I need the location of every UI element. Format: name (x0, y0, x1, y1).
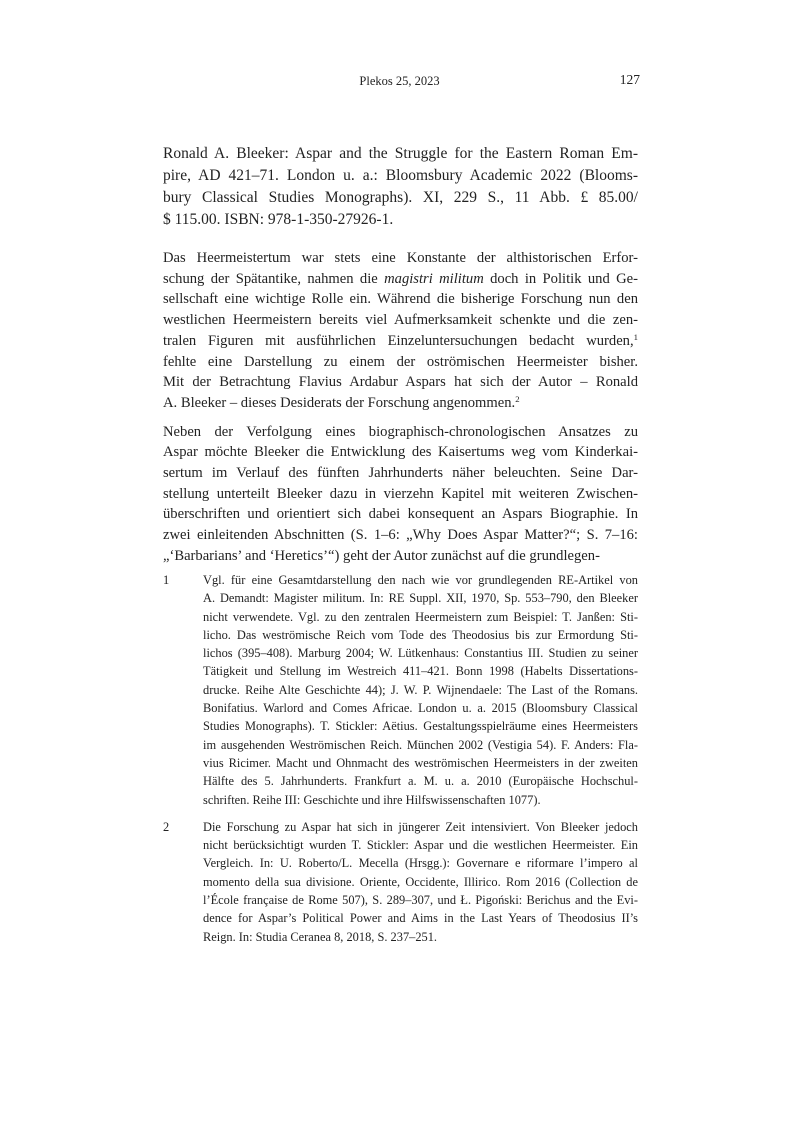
paragraph (163, 248, 638, 414)
text-segment: dence for Aspar’s Political Power and Aims in the Last Years of Theodosius II’s (203, 911, 638, 926)
text-segment: zwei einleitenden Abschnitten (S. 1–6: „Why Does Aspar Matter?“; S. 7–16: (163, 527, 638, 544)
text-segment: tralen Figuren mit ausführlichen Einzeluntersuchungen bedacht wurden, (163, 332, 634, 349)
text-segment: schung der Spätantike, nahmen die (163, 270, 385, 287)
text-segment: im ausgehenden Weströmischen Reich. München 2002 (Vestigia 54). F. Anders: Fla- (203, 737, 638, 752)
text-line (163, 504, 638, 525)
italic-term: magistri militum (384, 270, 484, 287)
text-segment: $ 115.00. ISBN: 978-1-350-27926-1. (163, 211, 394, 228)
text-line (163, 165, 638, 187)
text-segment: Tätigkeit und Stellung im Westreich 411–421. Bonn 1998 (Habelts Dissertations- (203, 664, 638, 679)
review-title (163, 143, 638, 231)
text-line (203, 772, 638, 790)
text-segment: schriften. Reihe III: Geschichte und ihre Hilfswissenschaften 1077). (203, 792, 541, 807)
text-line (163, 187, 638, 209)
footnote (163, 818, 638, 946)
text-line (203, 818, 638, 836)
text-line (203, 928, 638, 946)
text-line (203, 608, 638, 626)
text-line (163, 442, 638, 463)
text-line (163, 310, 638, 331)
text-line (163, 352, 638, 373)
text-segment: Hälfte des 5. Jahrhunderts. Frankfurt a. M. u. a. 2010 (Europäische Hochschul- (203, 774, 638, 789)
text-line (203, 681, 638, 699)
text-line (163, 393, 638, 414)
text-line (203, 571, 638, 589)
footnote-reference[interactable]: 2 (515, 394, 520, 405)
footnotes (163, 571, 638, 946)
text-segment: Vergleich. In: U. Roberto/L. Mecella (Hrsgg.): Governare e riformare l’impero al (203, 856, 638, 871)
text-segment: licho. Das weströmische Reich vom Tode des Theodosius bis zur Ermordung Sti- (203, 627, 638, 642)
text-line (163, 331, 638, 352)
text-segment: A. Bleeker – dieses Desiderats der Forschung angenommen. (163, 394, 516, 411)
text-line (203, 699, 638, 717)
text-line (203, 736, 638, 754)
text-segment: Bonifatius. Warlord and Comes Africae. London u. a. 2015 (Bloomsbury Classical (203, 701, 638, 716)
text-segment: sertum im Verlauf des fünften Jahrhunderts näher beleuchten. Seine Dar- (163, 465, 638, 482)
text-line (203, 662, 638, 680)
text-line (163, 248, 638, 269)
text-segment: Die Forschung zu Aspar hat sich in jüngerer Zeit intensiviert. Von Bleeker jedoch (203, 819, 638, 834)
text-line (203, 791, 638, 809)
text-line (163, 143, 638, 165)
text-line (163, 372, 638, 393)
text-line (163, 546, 638, 567)
text-line (203, 644, 638, 662)
text-line (203, 854, 638, 872)
text-segment: l’École française de Rome 507), S. 289–307, und Ł. Pigoński: Berichus and the Evi- (203, 893, 638, 908)
text-line (203, 873, 638, 891)
footnote-number: 1 (163, 573, 170, 587)
footnote-number: 2 (163, 819, 170, 834)
text-segment: momento della sua divisione. Oriente, Occidente, Illirico. Rom 2016 (Collection de (203, 874, 638, 889)
text-segment: Reign. In: Studia Ceranea 8, 2018, S. 237–251. (203, 929, 438, 944)
text-segment: A. Demandt: Magister militum. In: RE Suppl. XII, 1970, Sp. 553–790, den Bleeker (203, 591, 638, 606)
footnote (163, 571, 638, 809)
text-line (163, 209, 638, 231)
text-segment: Mit der Betrachtung Flavius Ardabur Aspars hat sich der Autor – Ronald (163, 374, 638, 391)
text-segment: nicht verwendete. Vgl. zu den zentralen Heermeistern zum Beispiel: T. Janßen: Sti- (203, 609, 638, 624)
text-segment: drucke. Reihe Alte Geschichte 44); J. W. P. Wijnendaele: The Last of the Romans. (203, 682, 638, 697)
text-segment: westlichen Heermeistern bereits viel Aufmerksamkeit schenkte und die zen- (163, 312, 638, 329)
text-line (163, 289, 638, 310)
text-segment: Das Heermeistertum war stets eine Konstante der althistorischen Erfor- (163, 250, 638, 266)
text-segment: Neben der Verfolgung eines biographisch-chronologischen Ansatzes zu (163, 423, 638, 440)
text-segment: sellschaft eine wichtige Rolle ein. Während die bisherige Forschung nun den (163, 291, 638, 308)
text-line (163, 463, 638, 484)
text-segment: überschriften und orientiert sich dabei konsequent an Aspars Biographie. In (163, 506, 638, 523)
footnote-reference[interactable]: 1 (633, 332, 638, 342)
text-segment: fehlte eine Darstellung zu einem der oströmischen Heermeister bisher. (163, 353, 638, 370)
text-segment: doch in Politik und Ge- (483, 270, 638, 287)
text-line (203, 909, 638, 927)
text-line (203, 717, 638, 735)
text-segment: bury Classical Studies Monographs). XI, 229 S., 11 Abb. £ 85.00/ (163, 189, 638, 206)
text-segment: „‘Barbarians’ and ‘Heretics’“) geht der Autor zunächst auf die grundlegen- (163, 547, 600, 564)
text-line (203, 754, 638, 772)
text-segment: Vgl. für eine Gesamtdarstellung den nach wie vor grundlegenden RE-Artikel von (203, 573, 638, 587)
text-segment: Ronald A. Bleeker: Aspar and the Struggle for the Eastern Roman Em- (163, 145, 638, 162)
text-line (163, 525, 638, 546)
paragraph (163, 422, 638, 567)
text-segment: pire, AD 421–71. London u. a.: Bloomsbury Academic 2022 (Blooms- (163, 167, 638, 184)
text-segment: vius Ricimer. Macht und Ohnmacht des weströmischen Heermeisters in der zweiten (203, 755, 638, 770)
text-line (203, 589, 638, 607)
body-text (163, 248, 638, 567)
text-segment: nicht berücksichtigt wurden T. Stickler: Aspar und die westlichen Heermeister. Ein (203, 838, 638, 853)
text-line (163, 422, 638, 443)
running-head: Plekos 25, 2023 (359, 74, 440, 88)
text-segment: Aspar möchte Bleeker die Entwicklung des Kaisertums weg vom Kinderkai- (163, 444, 638, 461)
text-segment: Studies Monographs). T. Stickler: Aëtius. Gestaltungsspielräume eines Heermeisters (203, 719, 638, 734)
page-number: 127 (619, 72, 640, 87)
text-segment: lichos (395–408). Marburg 2004; W. Lütkenhaus: Constantius III. Studien zu seiner (203, 646, 638, 661)
text-line (203, 891, 638, 909)
text-line (203, 626, 638, 644)
text-line (203, 836, 638, 854)
text-line (163, 269, 638, 290)
text-segment: stellung unterteilt Bleeker dazu in vierzehn Kapitel mit weiteren Zwischen- (163, 485, 638, 502)
text-line (163, 484, 638, 505)
